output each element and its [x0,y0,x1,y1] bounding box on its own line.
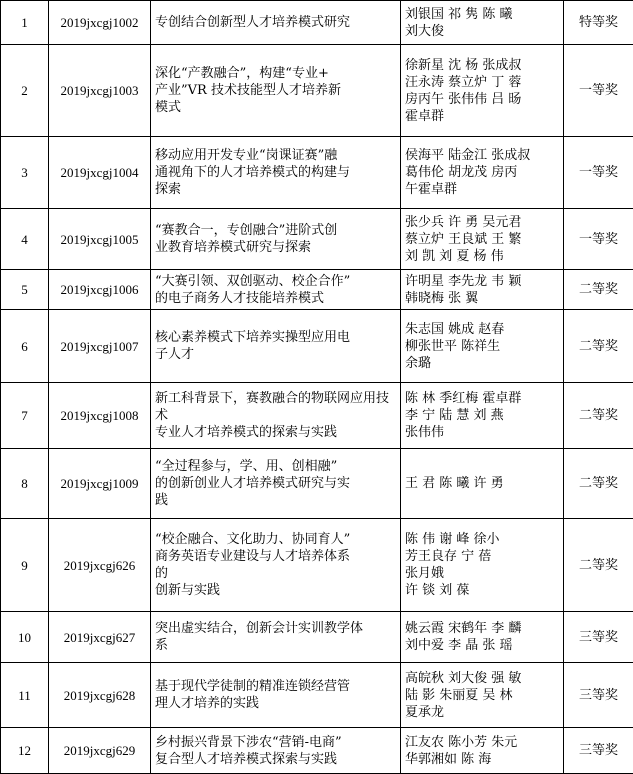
member-line: 王 君 陈 曦 许 勇 [405,476,504,491]
member-line: 华郭湘如 陈 海 [405,751,492,767]
project-members [401,449,564,519]
project-members [401,663,564,728]
project-title [151,383,401,449]
row-number: 5 [1,270,49,310]
member-line: 刘银国 祁 隽 陈 曦 [405,6,513,22]
member-line: 韩晓梅 张 翼 [405,290,479,306]
project-title-line: “全过程参与，学、用、创相融” [155,459,338,474]
member-line: 刘中爱 李 晶 张 瑶 [405,638,513,653]
project-title-line: 新工科背景下，赛教融合的物联网应用技术 [155,391,390,423]
project-members [401,209,564,270]
member-line: 陈 林 季红梅 霍卓群 [405,391,522,406]
project-title-line: 突出虚实结合，创新会计实训教学体 [155,621,364,636]
award-level: 三等奖 [564,663,633,728]
member-line: 房丙午 张伟伟 吕 旸 [405,91,522,107]
award-level: 二等奖 [564,519,633,612]
row-number: 4 [1,209,49,270]
row-number: 6 [1,310,49,383]
award-level: 二等奖 [564,383,633,449]
award-level: 二等奖 [564,270,633,310]
project-title [151,137,401,209]
project-title-line: 子人才 [155,347,195,362]
member-line: 江友农 陈小芳 朱元 [405,734,518,750]
project-code: 2019jxcgj1008 [49,383,151,449]
row-number: 3 [1,137,49,209]
table-row [1,1,633,45]
project-members [401,383,564,449]
member-line: 高皖秋 刘大俊 强 敏 [405,670,522,686]
project-code: 2019jxcgj1004 [49,137,151,209]
project-title [151,663,401,728]
project-title-line: 的创新创业人才培养模式研究与实 [155,476,351,491]
project-members [401,45,564,137]
member-line: 葛伟伦 胡龙茂 房丙 [405,165,518,180]
project-title-line: 商务英语专业建设与人才培养体系 [155,549,351,564]
project-title [151,519,401,612]
project-members [401,270,564,310]
project-members [401,728,564,774]
project-title [151,728,401,774]
row-number: 9 [1,519,49,612]
award-level: 一等奖 [564,209,633,270]
project-code: 2019jxcgj1009 [49,449,151,519]
member-line: 夏承龙 [405,704,445,720]
award-level: 二等奖 [564,449,633,519]
project-code: 2019jxcgj1003 [49,45,151,137]
project-title-line: 专业人才培养模式的探索与实践 [155,425,338,440]
member-line: 汪永涛 蔡立炉 丁 蓉 [405,74,522,90]
row-number: 2 [1,45,49,137]
project-title-line: 创新与实践 [155,583,221,598]
table-row [1,663,633,728]
project-title-line: 系 [155,638,169,653]
member-line: 侯海平 陆金江 张成叔 [405,148,531,163]
row-number: 10 [1,612,49,663]
row-number: 8 [1,449,49,519]
project-title-line: 模式 [155,100,182,115]
project-code: 2019jxcgj1006 [49,270,151,310]
project-title-line: “大赛引领、双创驱动、校企合作” [155,273,351,289]
member-line: 蔡立炉 王良斌 王 繁 [405,231,522,247]
table-row [1,519,633,612]
project-title-line: 乡村振兴背景下涉农“营销-电商” [155,734,342,750]
project-members [401,310,564,383]
member-line: 余璐 [405,355,432,371]
project-title [151,612,401,663]
project-title-line: 的电子商务人才技能培养模式 [155,290,325,306]
member-line: 刘大俊 [405,23,445,39]
member-line: 芳王良存 宁 蓓 [405,549,492,564]
member-line: 徐新星 沈 杨 张成叔 [405,57,522,73]
table-row [1,137,633,209]
project-title-line: 专创结合创新型人才培养模式研究 [155,15,351,30]
project-code: 2019jxcgj626 [49,519,151,612]
project-title [151,209,401,270]
project-members [401,612,564,663]
award-level: 一等奖 [564,45,633,137]
member-line: 柳张世平 陈祥生 [405,338,501,354]
table-row [1,270,633,310]
project-title-line: 复合型人才培养模式探索与实践 [155,751,338,767]
project-members [401,519,564,612]
row-number: 11 [1,663,49,728]
project-title-line: 移动应用开发专业“岗课证赛”融 [155,148,338,163]
member-line: 许 锬 刘 葆 [405,583,470,598]
row-number: 1 [1,1,49,45]
project-title-line: 探索 [155,182,182,197]
member-line: 陆 影 朱丽夏 吴 林 [405,687,513,703]
project-code: 2019jxcgj628 [49,663,151,728]
table-row [1,383,633,449]
row-number: 12 [1,728,49,774]
member-line: 姚云霞 宋鹤年 李 麟 [405,621,522,636]
project-members [401,137,564,209]
member-line: 李 宁 陆 慧 刘 燕 [405,408,504,423]
award-level: 特等奖 [564,1,633,45]
project-title [151,45,401,137]
project-title-line: 核心素养模式下培养实操型应用电 [155,330,351,345]
member-line: 张伟伟 [405,425,445,440]
project-title-line: 基于现代学徒制的精准连锁经营管 [155,679,351,694]
project-title-line: 理人才培养的实践 [155,696,260,711]
member-line: 霍卓群 [405,108,445,124]
table-row [1,612,633,663]
project-title [151,449,401,519]
project-code: 2019jxcgj627 [49,612,151,663]
award-level: 二等奖 [564,310,633,383]
member-line: 刘 凯 刘 夏 杨 伟 [405,248,504,264]
table-row [1,209,633,270]
table-row [1,310,633,383]
project-title-line: 产业”VR 技术技能型人才培养新 [155,83,341,98]
project-title-line: 的 [155,566,169,581]
project-title [151,270,401,310]
project-code: 2019jxcgj1002 [49,1,151,45]
table-row [1,728,633,774]
project-title [151,1,401,45]
award-level: 三等奖 [564,728,633,774]
project-title-line: “校企融合、文化助力、协同育人” [155,532,351,547]
member-line: 许明星 李先龙 韦 颖 [405,273,522,289]
project-title-line: 通视角下的人才培养模式的构建与 [155,165,351,180]
project-code: 2019jxcgj1005 [49,209,151,270]
row-number: 7 [1,383,49,449]
project-title-line: 践 [155,493,169,508]
member-line: 朱志国 姚成 赵春 [405,321,505,337]
project-title-line: “赛教合一，专创融合”进阶式创 [155,223,338,238]
project-title [151,310,401,383]
award-level: 一等奖 [564,137,633,209]
project-members [401,1,564,45]
project-code: 2019jxcgj629 [49,728,151,774]
award-level: 三等奖 [564,612,633,663]
member-line: 张少兵 许 勇 吴元君 [405,214,522,230]
project-title-line: 业教育培养模式研究与探索 [155,240,312,255]
member-line: 陈 伟 谢 峰 徐小 [405,532,500,547]
member-line: 张月娥 [405,566,445,581]
project-code: 2019jxcgj1007 [49,310,151,383]
member-line: 午霍卓群 [405,182,458,197]
table-row [1,45,633,137]
project-title-line: 深化“产教融合”，构建“专业+ [155,66,329,81]
table-row [1,449,633,519]
